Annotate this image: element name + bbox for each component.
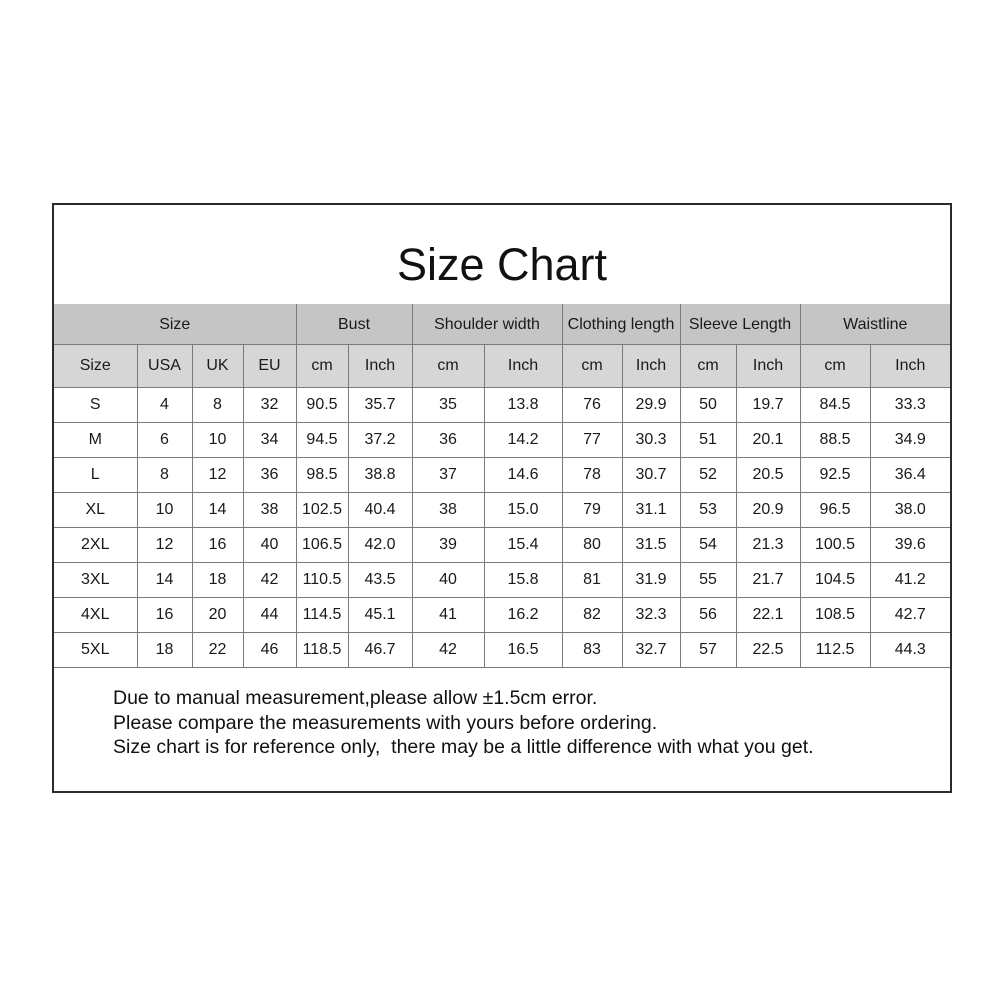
table-cell: 77 (562, 423, 622, 458)
table-cell: 80 (562, 528, 622, 563)
sub-header-cell: USA (137, 345, 192, 388)
table-cell: 14 (137, 563, 192, 598)
table-cell: 42.7 (870, 598, 950, 633)
table-cell: 10 (192, 423, 243, 458)
sub-header-cell: Inch (484, 345, 562, 388)
table-cell: 106.5 (296, 528, 348, 563)
table-cell: 30.7 (622, 458, 680, 493)
table-row (54, 493, 950, 528)
sub-header-cell: Inch (736, 345, 800, 388)
table-cell: 38 (243, 493, 296, 528)
table-cell: 102.5 (296, 493, 348, 528)
table-cell: 81 (562, 563, 622, 598)
table-cell: 100.5 (800, 528, 870, 563)
table-cell: 83 (562, 633, 622, 668)
table-cell: 15.0 (484, 493, 562, 528)
table-cell: 13.8 (484, 388, 562, 423)
table-cell: 22 (192, 633, 243, 668)
table-cell: 8 (137, 458, 192, 493)
size-label-cell: XL (54, 493, 137, 528)
sub-header-cell: cm (680, 345, 736, 388)
table-cell: 51 (680, 423, 736, 458)
table-cell: 4 (137, 388, 192, 423)
table-cell: 18 (137, 633, 192, 668)
table-cell: 38.0 (870, 493, 950, 528)
table-cell: 94.5 (296, 423, 348, 458)
table-cell: 16 (192, 528, 243, 563)
size-label-cell: S (54, 388, 137, 423)
table-cell: 16.2 (484, 598, 562, 633)
sub-header-cell: cm (800, 345, 870, 388)
table-cell: 12 (137, 528, 192, 563)
table-cell: 42 (243, 563, 296, 598)
table-cell: 31.5 (622, 528, 680, 563)
table-cell: 14.2 (484, 423, 562, 458)
table-cell: 16.5 (484, 633, 562, 668)
notes (113, 686, 814, 760)
group-header-bust: Bust (296, 304, 412, 345)
sub-header-cell: UK (192, 345, 243, 388)
table-cell: 15.4 (484, 528, 562, 563)
table-cell: 32 (243, 388, 296, 423)
sub-header-cell: EU (243, 345, 296, 388)
table-cell: 45.1 (348, 598, 412, 633)
sub-header-cell: cm (412, 345, 484, 388)
table-row (54, 598, 950, 633)
table-row (54, 563, 950, 598)
table-cell: 19.7 (736, 388, 800, 423)
table-cell: 36 (243, 458, 296, 493)
table-cell: 18 (192, 563, 243, 598)
table-cell: 6 (137, 423, 192, 458)
size-table (54, 304, 950, 668)
table-cell: 40 (412, 563, 484, 598)
table-cell: 22.5 (736, 633, 800, 668)
sub-header-cell: Inch (870, 345, 950, 388)
table-cell: 104.5 (800, 563, 870, 598)
table-cell: 41.2 (870, 563, 950, 598)
table-cell: 38.8 (348, 458, 412, 493)
table-cell: 35 (412, 388, 484, 423)
table-cell: 50 (680, 388, 736, 423)
table-cell: 56 (680, 598, 736, 633)
table-cell: 31.1 (622, 493, 680, 528)
table-cell: 32.3 (622, 598, 680, 633)
table-cell: 39 (412, 528, 484, 563)
table-cell: 42 (412, 633, 484, 668)
note-line: Please compare the measurements with yours before ordering. (113, 711, 658, 734)
table-cell: 20 (192, 598, 243, 633)
table-row (54, 423, 950, 458)
group-header-row (54, 304, 950, 345)
table-cell: 20.9 (736, 493, 800, 528)
table-cell: 112.5 (800, 633, 870, 668)
table-cell: 82 (562, 598, 622, 633)
size-label-cell: 3XL (54, 563, 137, 598)
note-line: Size chart is for reference only, there may be a little difference with what you get. (113, 736, 814, 758)
table-cell: 43.5 (348, 563, 412, 598)
table-cell: 108.5 (800, 598, 870, 633)
table-row (54, 388, 950, 423)
table-cell: 39.6 (870, 528, 950, 563)
table-cell: 79 (562, 493, 622, 528)
table-row (54, 633, 950, 668)
table-cell: 20.1 (736, 423, 800, 458)
table-cell: 22.1 (736, 598, 800, 633)
sub-header-cell: Inch (622, 345, 680, 388)
table-cell: 21.7 (736, 563, 800, 598)
table-cell: 110.5 (296, 563, 348, 598)
group-header-waistline: Waistline (800, 304, 950, 345)
table-cell: 33.3 (870, 388, 950, 423)
table-cell: 15.8 (484, 563, 562, 598)
table-cell: 57 (680, 633, 736, 668)
table-cell: 30.3 (622, 423, 680, 458)
size-label-cell: L (54, 458, 137, 493)
note-line: Due to manual measurement,please allow ±1.5cm error. (113, 687, 598, 709)
table-cell: 98.5 (296, 458, 348, 493)
table-cell: 32.7 (622, 633, 680, 668)
table-cell: 34 (243, 423, 296, 458)
table-cell: 76 (562, 388, 622, 423)
table-cell: 14.6 (484, 458, 562, 493)
table-cell: 46.7 (348, 633, 412, 668)
table-cell: 96.5 (800, 493, 870, 528)
group-header-sleeve-length: Sleeve Length (680, 304, 800, 345)
sub-header-cell: cm (296, 345, 348, 388)
sub-header-row (54, 345, 950, 388)
table-cell: 14 (192, 493, 243, 528)
table-cell: 42.0 (348, 528, 412, 563)
sub-header-cell: cm (562, 345, 622, 388)
table-cell: 54 (680, 528, 736, 563)
size-label-cell: 4XL (54, 598, 137, 633)
size-chart-frame (52, 203, 952, 793)
table-cell: 84.5 (800, 388, 870, 423)
table-cell: 92.5 (800, 458, 870, 493)
table-cell: 16 (137, 598, 192, 633)
chart-title: Size Chart (396, 239, 608, 290)
table-cell: 52 (680, 458, 736, 493)
table-cell: 40.4 (348, 493, 412, 528)
table-cell: 78 (562, 458, 622, 493)
table-cell: 88.5 (800, 423, 870, 458)
sub-header-cell: Inch (348, 345, 412, 388)
table-cell: 90.5 (296, 388, 348, 423)
table-cell: 44.3 (870, 633, 950, 668)
table-cell: 41 (412, 598, 484, 633)
table-cell: 44 (243, 598, 296, 633)
table-cell: 37 (412, 458, 484, 493)
group-header-size: Size (54, 304, 296, 345)
sub-header-cell: Size (54, 345, 137, 388)
table-cell: 36 (412, 423, 484, 458)
table-cell: 34.9 (870, 423, 950, 458)
table-row (54, 528, 950, 563)
table-cell: 114.5 (296, 598, 348, 633)
table-cell: 10 (137, 493, 192, 528)
table-cell: 20.5 (736, 458, 800, 493)
table-cell: 118.5 (296, 633, 348, 668)
group-header-shoulder-width: Shoulder width (412, 304, 562, 345)
table-cell: 21.3 (736, 528, 800, 563)
size-label-cell: 5XL (54, 633, 137, 668)
size-label-cell: 2XL (54, 528, 137, 563)
table-cell: 38 (412, 493, 484, 528)
table-cell: 37.2 (348, 423, 412, 458)
group-header-clothing-length: Clothing length (562, 304, 680, 345)
table-cell: 8 (192, 388, 243, 423)
table-cell: 36.4 (870, 458, 950, 493)
table-cell: 53 (680, 493, 736, 528)
table-cell: 31.9 (622, 563, 680, 598)
size-label-cell: M (54, 423, 137, 458)
table-cell: 12 (192, 458, 243, 493)
table-cell: 55 (680, 563, 736, 598)
table-cell: 35.7 (348, 388, 412, 423)
table-cell: 46 (243, 633, 296, 668)
table-cell: 40 (243, 528, 296, 563)
table-row (54, 458, 950, 493)
table-cell: 29.9 (622, 388, 680, 423)
